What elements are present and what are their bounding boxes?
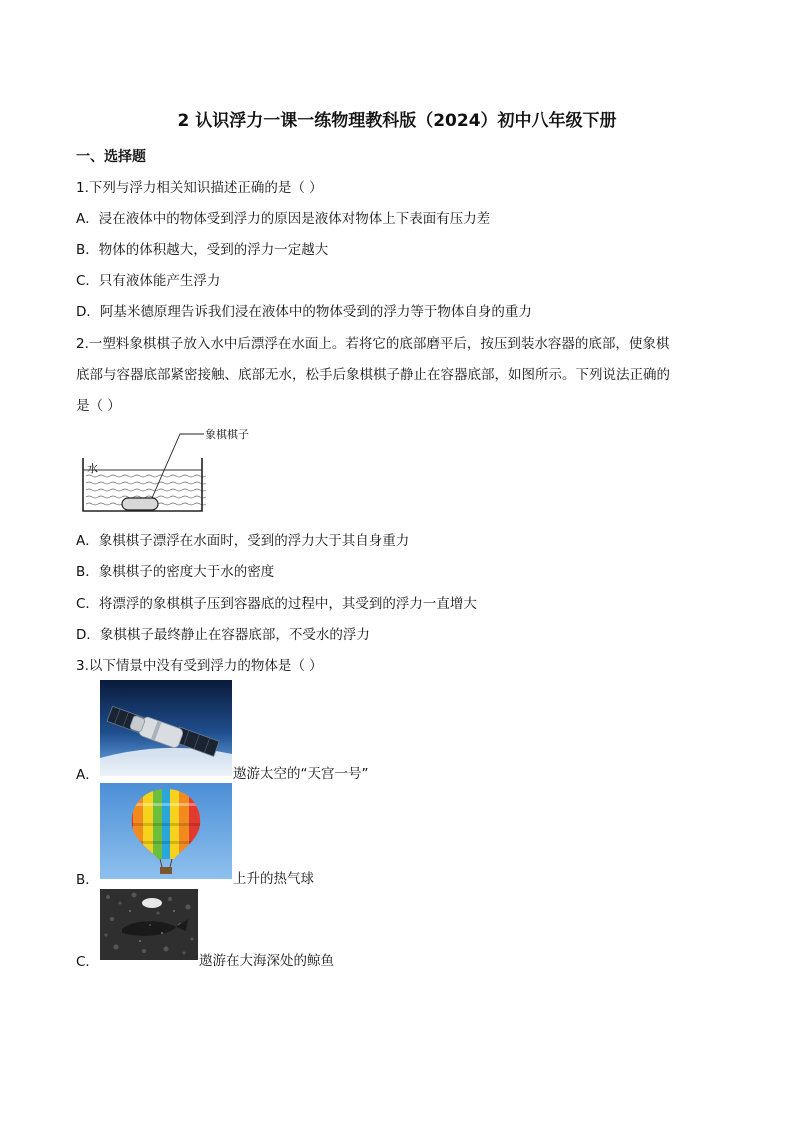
figure-label-water: 水 bbox=[87, 462, 98, 475]
q3-option-a-letter: A． bbox=[76, 767, 99, 783]
q2-option-b: B．象棋棋子的密度大于水的密度 bbox=[76, 564, 275, 580]
q3-option-b-letter: B． bbox=[76, 872, 99, 888]
q2-stem-line-1: 2.一塑料象棋棋子放入水中后漂浮在水面上。若将它的底部磨平后，按压到装水容器的底部，使象棋 bbox=[76, 336, 670, 352]
q2-option-a: A．象棋棋子漂浮在水面时，受到的浮力大于其自身重力 bbox=[76, 533, 410, 549]
q1-option-b: B．物体的体积越大，受到的浮力一定越大 bbox=[76, 242, 329, 258]
q2-stem-line-2: 底部与容器底部紧密接触、底部无水，松手后象棋棋子静止在容器底部，如图所示。下列说法正确的 bbox=[76, 367, 670, 383]
q3-option-c-letter: C． bbox=[76, 954, 99, 970]
q2-option-d: D．象棋棋子最终静止在容器底部，不受水的浮力 bbox=[76, 627, 370, 643]
q2-figure bbox=[76, 424, 266, 516]
q1-stem: 1.下列与浮力相关知识描述正确的是（ ） bbox=[76, 180, 323, 196]
hot-air-balloon-icon bbox=[100, 783, 232, 879]
whale-icon bbox=[100, 889, 198, 960]
space-station-icon bbox=[100, 680, 232, 776]
q1-option-c: C．只有液体能产生浮力 bbox=[76, 273, 221, 289]
figure-label-chess-piece: 象棋棋子 bbox=[205, 428, 249, 441]
q3-stem: 3.以下情景中没有受到浮力的物体是（ ） bbox=[76, 658, 323, 674]
q2-option-c: C．将漂浮的象棋棋子压到容器底的过程中，其受到的浮力一直增大 bbox=[76, 596, 477, 612]
q3-option-a-text: 遨游太空的“天宫一号” bbox=[233, 766, 369, 782]
q3-option-c-text: 遨游在大海深处的鲸鱼 bbox=[199, 953, 334, 969]
q1-option-a: A．浸在液体中的物体受到浮力的原因是液体对物体上下表面有压力差 bbox=[76, 211, 491, 227]
q3-option-b-text: 上升的热气球 bbox=[233, 871, 314, 887]
q1-option-d: D．阿基米德原理告诉我们浸在液体中的物体受到的浮力等于物体自身的重力 bbox=[76, 304, 532, 320]
page-title: 2 认识浮力一课一练物理教科版（2024）初中八年级下册 bbox=[177, 111, 617, 131]
q2-stem-line-3: 是（ ） bbox=[76, 398, 121, 414]
section-heading: 一、选择题 bbox=[76, 149, 146, 165]
